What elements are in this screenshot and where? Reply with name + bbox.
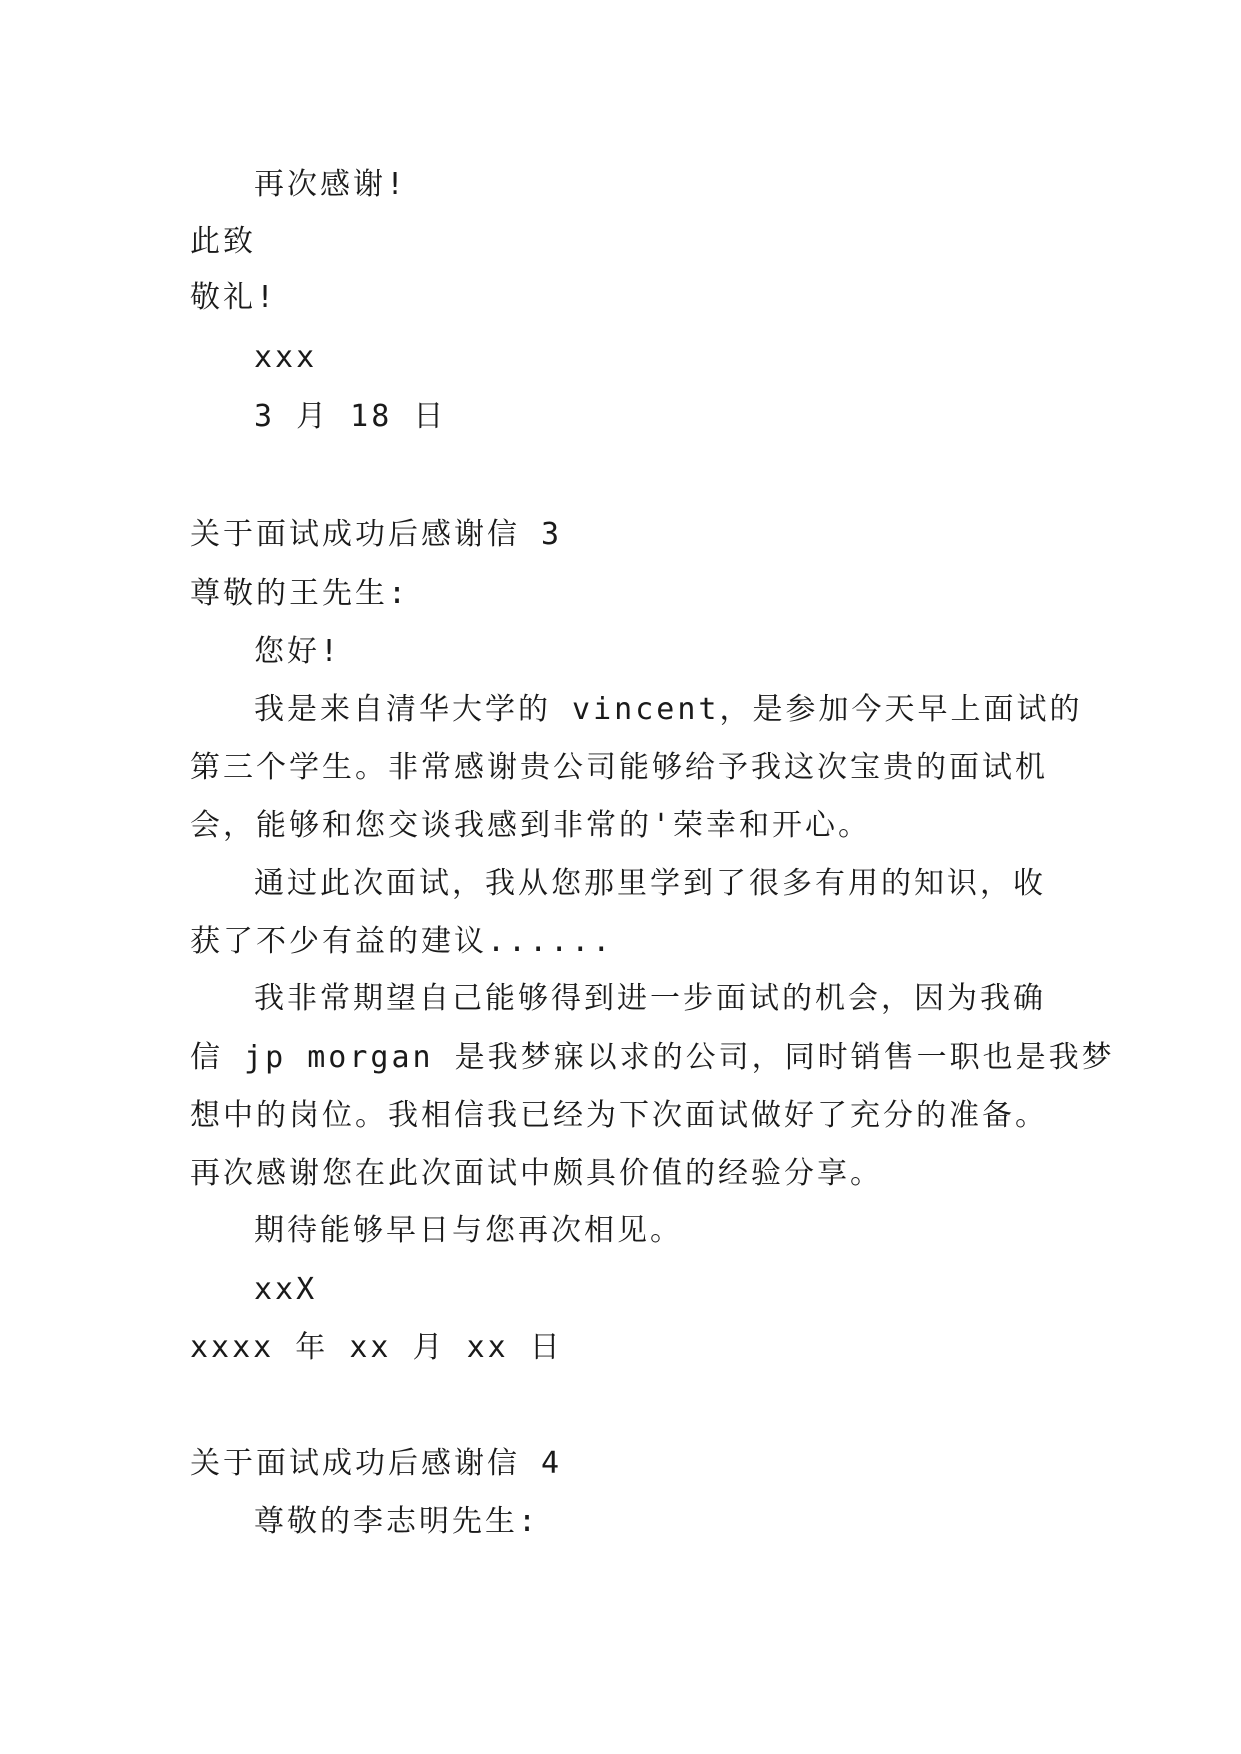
section-title-letter-3: 关于面试成功后感谢信 3 xyxy=(190,517,563,552)
letter-greeting: 尊敬的王先生: xyxy=(190,576,410,611)
signature: xxX xyxy=(254,1272,318,1307)
letter-date: xxxx 年 xx 月 xx 日 xyxy=(190,1330,563,1365)
letter-date: 3 月 18 日 xyxy=(254,399,447,434)
paragraph-line: 会，能够和您交谈我感到非常的'荣幸和开心。 xyxy=(190,808,872,843)
letter-greeting: 尊敬的李志明先生: xyxy=(254,1504,540,1539)
paragraph-line: 通过此次面试，我从您那里学到了很多有用的知识，收 xyxy=(254,866,1046,901)
paragraph-line: 再次感谢您在此次面试中颇具价值的经验分享。 xyxy=(190,1156,883,1191)
letter-closing: 期待能够早日与您再次相见。 xyxy=(254,1213,683,1248)
paragraph-line: 想中的岗位。我相信我已经为下次面试做好了充分的准备。 xyxy=(190,1098,1048,1133)
signature: xxx xyxy=(254,340,318,375)
closing-thanks: 再次感谢! xyxy=(254,167,408,202)
paragraph-line: 我是来自清华大学的 vincent，是参加今天早上面试的 xyxy=(254,692,1083,727)
salutation-line-2: 敬礼! xyxy=(190,280,278,315)
salutation-line-1: 此致 xyxy=(190,224,256,259)
letter-hello: 您好! xyxy=(254,634,342,669)
paragraph-line: 我非常期望自己能够得到进一步面试的机会，因为我确 xyxy=(254,981,1046,1016)
paragraph-line: 获了不少有益的建议...... xyxy=(190,924,614,959)
paragraph-line: 第三个学生。非常感谢贵公司能够给予我这次宝贵的面试机 xyxy=(190,750,1048,785)
section-title-letter-4: 关于面试成功后感谢信 4 xyxy=(190,1446,563,1481)
paragraph-line: 信 jp morgan 是我梦寐以求的公司，同时销售一职也是我梦 xyxy=(190,1040,1115,1075)
